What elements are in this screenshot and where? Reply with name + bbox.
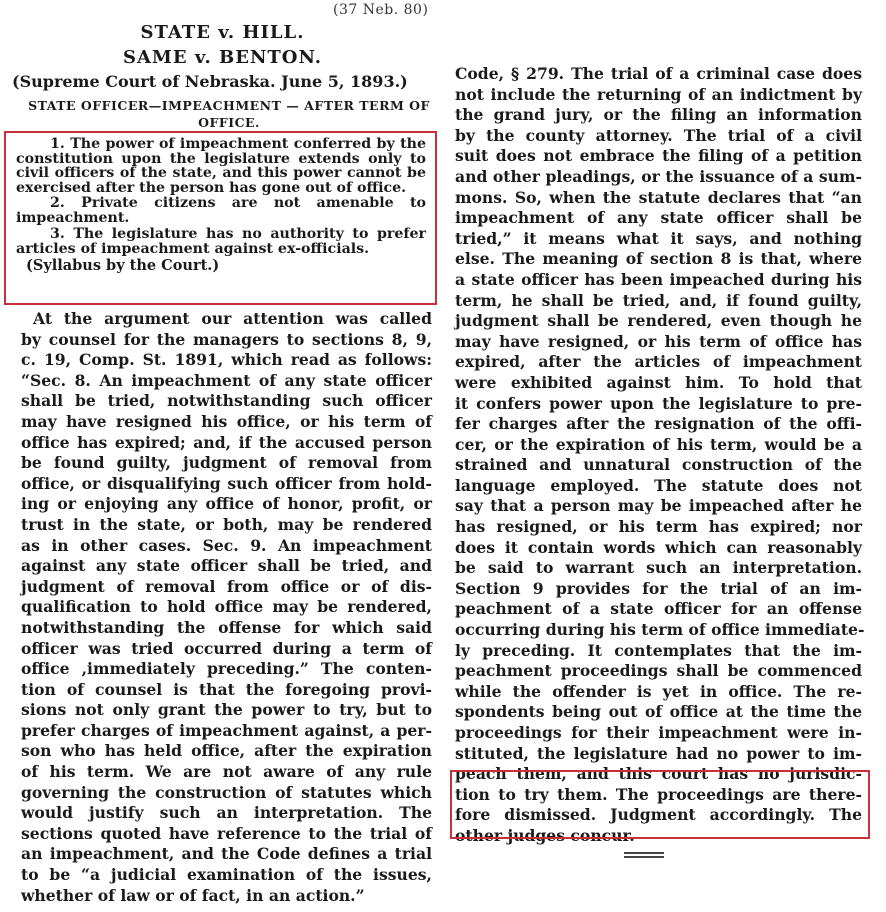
opinion-text-line: peachment proceedings shall be commenced	[455, 661, 862, 681]
opinion-text-line: son who has held office, after the expiration	[21, 741, 432, 761]
reporter-citation: (37 Neb. 80)	[333, 2, 429, 18]
opinion-text-line: a state officer has been impeached during his	[455, 269, 862, 289]
syllabus-point-3: 3. The legislature has no authority to prefer articles of impeachment against ex-officials.	[16, 226, 426, 257]
opinion-text-line: may have resigned, or his term of office has	[455, 331, 862, 351]
opinion-text-line: term, he shall be tried, and, if found guilty,	[455, 290, 862, 310]
opinion-text-line: an impeachment, and the Code defines a trial	[21, 844, 432, 864]
opinion-text-line: may have resigned his office, or his term of	[21, 411, 432, 431]
opinion-left-column	[21, 309, 432, 906]
court-and-date: (Supreme Court of Nebraska. June 5, 1893.)	[12, 72, 408, 91]
opinion-text-line: office has expired; and, if the accused person	[21, 432, 432, 452]
opinion-text-line: it confers power upon the legislature to pre-	[455, 393, 862, 413]
opinion-text-line: by the county attorney. The trial of a civil	[455, 125, 862, 145]
opinion-text-line: tried,” it means what it says, and nothing	[455, 228, 862, 248]
opinion-text-line: c. 19, Comp. St. 1891, which read as follows:	[21, 350, 432, 370]
opinion-text-line: were exhibited against him. To hold that	[455, 372, 862, 392]
opinion-text-line: occurring during his term of office immediate-	[455, 620, 865, 640]
headnote-topic-line: OFFICE.	[198, 115, 260, 130]
opinion-text-line: does it contain words which can reasonably	[455, 537, 862, 557]
opinion-text-line: peachment of a state officer for an offense	[455, 599, 862, 619]
opinion-text-line: mons. So, when the statute declares that “an	[455, 187, 862, 207]
opinion-text-line: expired, after the articles of impeachment	[455, 352, 862, 372]
opinion-text-line: be found guilty, judgment of removal from	[21, 453, 432, 473]
opinion-text-line: peach them, and this court has no jurisdic-	[455, 764, 862, 784]
opinion-right-column	[455, 64, 865, 847]
opinion-text-line: qualification to hold office may be rendered,	[21, 597, 432, 617]
opinion-text-line: else. The meaning of section 8 is that, where	[455, 249, 862, 269]
case-title: STATE v. HILL.	[140, 22, 305, 43]
syllabus-point-2: 2. Private citizens are not amenable to impeachment.	[16, 195, 426, 226]
opinion-text-line: language employed. The statute does not	[455, 475, 862, 495]
opinion-text-line: against any state officer shall be tried, and	[21, 556, 432, 576]
syllabus-attribution: (Syllabus by the Court.)	[26, 257, 220, 274]
syllabus	[16, 137, 426, 274]
opinion-text-line: At the argument our attention was called	[33, 309, 432, 328]
opinion-text-line: fer charges after the resignation of the offi-	[455, 414, 862, 434]
opinion-text-line: would justify such an interpretation. The	[21, 803, 432, 823]
opinion-text-line: Code, § 279. The trial of a criminal case does	[455, 64, 862, 83]
opinion-text-line: cer, or the expiration of his term, would be a	[455, 434, 862, 454]
headnote-topic-line: STATE OFFICER—IMPEACHMENT — AFTER TERM OF	[28, 98, 430, 113]
closing-rule	[624, 852, 664, 854]
opinion-text-line: ly preceding. It contemplates that the im-	[455, 640, 862, 660]
opinion-text-line: notwithstanding the offense for which said	[21, 617, 432, 637]
opinion-text-line: spondents being out of office at the time the	[455, 702, 862, 722]
opinion-text-line: be said to warrant such an interpretation.	[455, 558, 862, 578]
opinion-text-line: governing the construction of statutes which	[21, 782, 432, 802]
opinion-text-line: shall be tried, notwithstanding such officer	[21, 391, 432, 411]
opinion-text-line: suit does not embrace the filing of a petition	[455, 146, 862, 166]
headnote-topic	[12, 97, 446, 131]
opinion-text-line: proceedings for their impeachment were in-	[455, 723, 862, 742]
opinion-text-line: trust in the state, or both, may be rendered	[21, 514, 432, 534]
opinion-text-line: tion of counsel is that the foregoing provi-	[21, 679, 432, 699]
opinion-text-line: sections quoted have reference to the trial of	[21, 823, 432, 843]
opinion-text-line: say that a person may be impeached after he	[455, 496, 862, 516]
opinion-text-line: as in other cases. Sec. 9. An impeachment	[21, 535, 432, 555]
opinion-text-line: not include the returning of an indictment by	[455, 84, 862, 104]
syllabus-point-1: 1. The power of impeachment conferred by the constitution upon the legislature extends only to civil officers of the state, and this power cannot be exercised after the person has gone out of office.	[16, 136, 426, 196]
opinion-text-line: Section 9 provides for the trial of an im-	[455, 578, 862, 598]
opinion-text-line: sions not only grant the power to try, but to	[21, 700, 432, 720]
opinion-text-line: tion to try them. The proceedings are there-	[455, 784, 862, 804]
opinion-text-line: to be “a judicial examination of the issues,	[21, 865, 432, 885]
opinion-text-line: strained and unnatural construction of the	[455, 455, 862, 475]
opinion-text-line: the grand jury, or the filing an information	[455, 105, 862, 125]
opinion-text-line: officer was tried occurred during a term of	[21, 638, 432, 658]
opinion-text-line: stituted, the legislature had no power to im-	[455, 743, 862, 763]
opinion-text-line: “Sec. 8. An impeachment of any state officer	[21, 370, 432, 390]
opinion-text-line: while the offender is yet in office. The re-	[455, 681, 862, 701]
opinion-text-line: of his term. We are not aware of any rule	[21, 762, 432, 782]
opinion-text-line: has resigned, or his term has expired; nor	[455, 517, 862, 537]
opinion-text-line: prefer charges of impeachment against, a per-	[21, 720, 432, 740]
opinion-text-line: office ,immediately preceding.” The conten-	[21, 659, 432, 679]
opinion-text-line: by counsel for the managers to sections 8, 9,	[21, 329, 432, 349]
opinion-text-line: other judges concur.	[455, 825, 635, 845]
opinion-text-line: judgment shall be rendered, even though he	[455, 311, 862, 331]
opinion-text-line: judgment of removal from office or of dis-	[21, 576, 432, 596]
closing-rule	[624, 856, 664, 858]
opinion-text-line: office, or disqualifying such officer from hold-	[21, 473, 432, 493]
opinion-text-line: fore dismissed. Judgment accordingly. The	[455, 805, 862, 825]
case-title-secondary: SAME v. BENTON.	[122, 47, 323, 68]
opinion-text-line: and other pleadings, or the issuance of a sum-	[455, 166, 862, 186]
opinion-text-line: impeachment of any state officer shall be	[455, 208, 862, 228]
opinion-text-line: whether of law or of fact, in an action.”	[21, 885, 365, 905]
disposition-highlight-box	[450, 770, 870, 839]
opinion-text-line: ing or enjoying any office of honor, profit, or	[21, 494, 432, 514]
